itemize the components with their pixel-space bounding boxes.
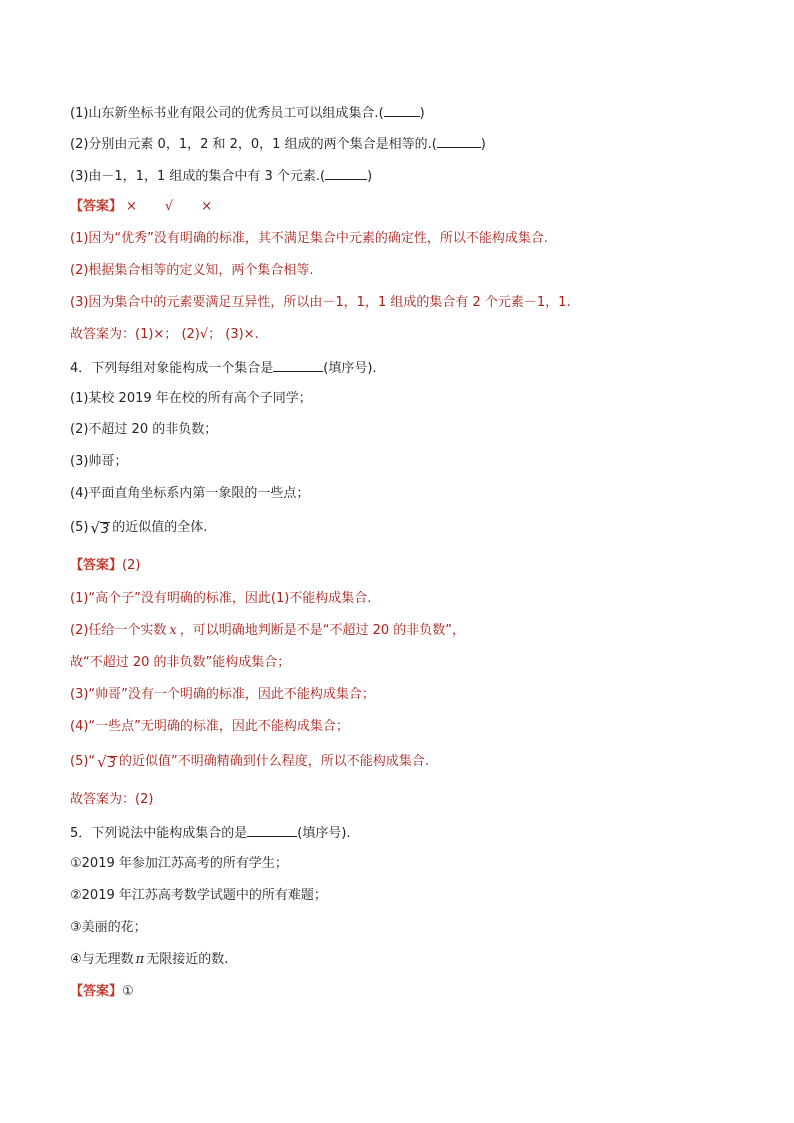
q5-item-1: ①2019 年参加江苏高考的所有学生； bbox=[70, 856, 288, 871]
q4-item-3: (3)帅哥； bbox=[70, 454, 128, 469]
answer-blank bbox=[384, 103, 420, 117]
sqrt-symbol: √ 3 bbox=[90, 519, 110, 537]
q3-explanation-2: (2)根据集合相等的定义知，两个集合相等. bbox=[70, 263, 314, 278]
q3-final-answer: 故答案为：(1)×； (2)√； (3)×. bbox=[70, 327, 259, 342]
q4-explanation-1: (1)“高个子”没有明确的标准，因此(1)不能构成集合. bbox=[70, 591, 372, 606]
q4-explanation-2b: 故“不超过 20 的非负数”能构成集合； bbox=[70, 655, 291, 670]
sqrt-symbol: √ 3 bbox=[97, 753, 116, 771]
q4-stem: 4．下列每组对象能构成一个集合是 (填序号). bbox=[70, 358, 377, 378]
q4-item-2: (2)不超过 20 的非负数； bbox=[70, 422, 218, 437]
answer-tag: 【答案】 bbox=[70, 558, 123, 573]
q3-explanation-1: (1)因为“优秀”没有明确的标准，其不满足集合中元素的确定性，所以不能构成集合. bbox=[70, 231, 549, 246]
q4-item-4: (4)平面直角坐标系内第一象限的一些点； bbox=[70, 486, 310, 501]
q5-answer: 【答案】① bbox=[70, 984, 134, 999]
q4-explanation-5: (5)“ √ 3 的近似值”不明确精确到什么程度，所以不能构成集合. bbox=[70, 753, 429, 771]
q5-stem: 5．下列说法中能构成集合的是 (填序号). bbox=[70, 823, 351, 843]
answer-tag: 【答案】 bbox=[70, 199, 123, 214]
q4-explanation-4: (4)“一些点”无明确的标准，因此不能构成集合； bbox=[70, 719, 349, 734]
q5-item-4: ④与无理数 π 无限接近的数. bbox=[70, 952, 229, 967]
q3-explanation-3: (3)因为集合中的元素要满足互异性，所以由－1，1，1 组成的集合有 2 个元素－1，1. bbox=[70, 295, 571, 310]
q3-answer: 【答案】 × √ × bbox=[70, 199, 213, 214]
q4-item-5: (5) √ 3 的近似值的全体. bbox=[70, 519, 208, 537]
q4-item-1: (1)某校 2019 年在校的所有高个子同学； bbox=[70, 391, 312, 406]
q4-explanation-2: (2)任给一个实数 x ，可以明确地判断是不是“不超过 20 的非负数”， bbox=[70, 623, 466, 638]
q3-item-1: (1)山东新坐标书业有限公司的优秀员工可以组成集合.( ) bbox=[70, 103, 425, 123]
q4-explanation-3: (3)“帅哥”没有一个明确的标准，因此不能构成集合； bbox=[70, 687, 375, 702]
q3-item-2: (2)分别由元素 0，1，2 和 2，0，1 组成的两个集合是相等的.( ) bbox=[70, 134, 486, 154]
answer-blank bbox=[247, 823, 297, 837]
q4-final-answer: 故答案为：(2) bbox=[70, 792, 154, 807]
answer-tag: 【答案】 bbox=[70, 984, 123, 999]
q4-answer: 【答案】(2) bbox=[70, 558, 141, 573]
answer-blank bbox=[437, 134, 481, 148]
answer-blank bbox=[273, 358, 323, 372]
q5-item-2: ②2019 年江苏高考数学试题中的所有难题； bbox=[70, 888, 327, 903]
q5-item-3: ③美丽的花； bbox=[70, 920, 147, 935]
q3-item-3: (3)由－1，1，1 组成的集合中有 3 个元素.( ) bbox=[70, 166, 372, 186]
answer-blank bbox=[325, 166, 367, 180]
